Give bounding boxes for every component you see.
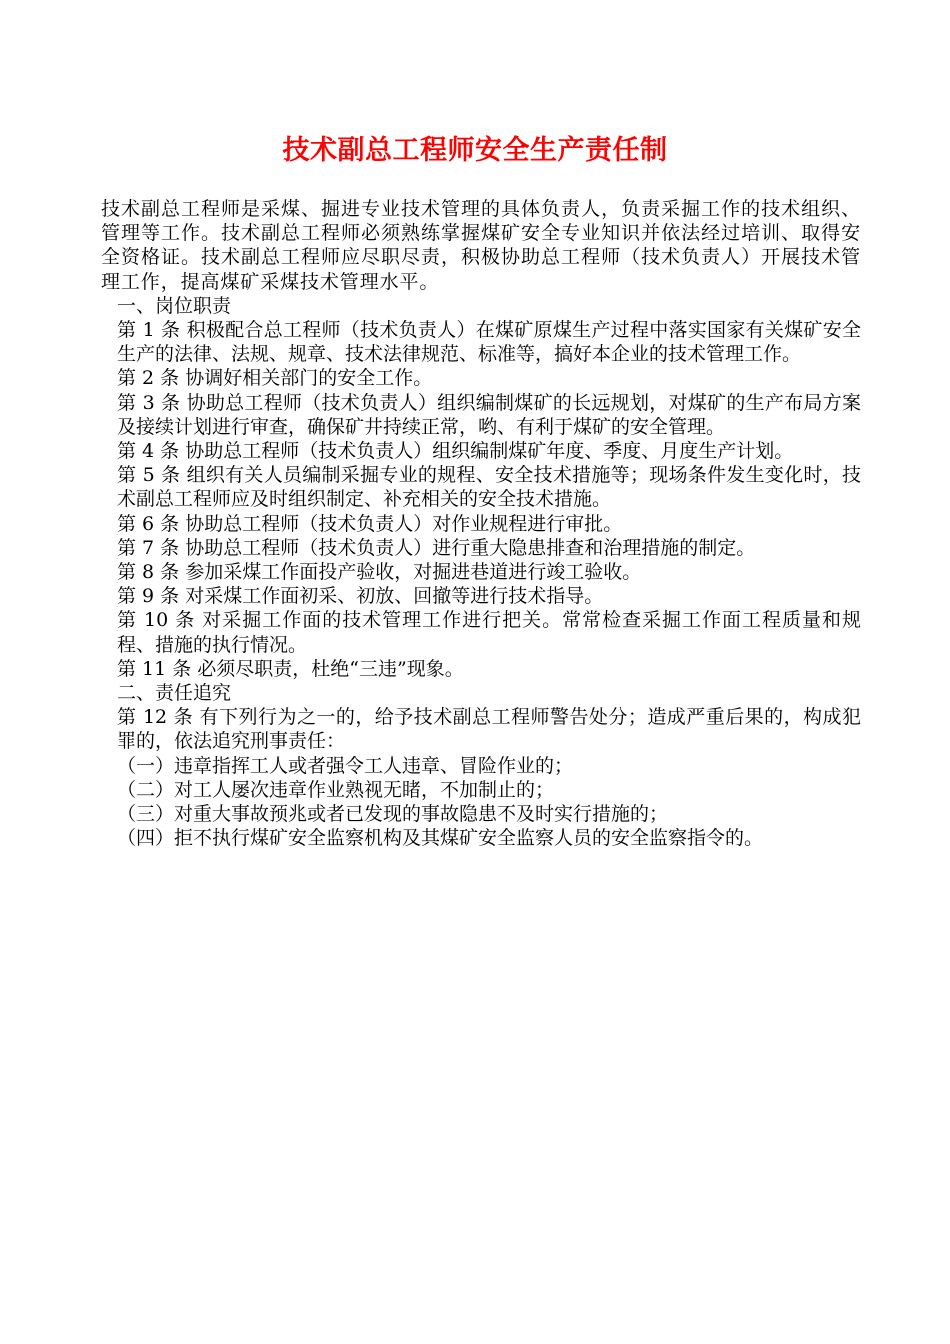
penalty-item-1: （一）违章指挥工人或者强令工人违章、冒险作业的； [117, 754, 574, 777]
penalty-item-3: （三）对重大事故预兆或者已发现的事故隐患不及时实行措施的； [117, 803, 669, 826]
article-10: 第 10 条 对采掘工作面的技术管理工作进行把关。常常检查采掘工作面工程质量和规程、措施的执行情况。 [117, 609, 861, 656]
article-9: 第 9 条 对采煤工作面初采、初放、回撤等进行技术指导。 [117, 585, 604, 608]
document-title: 技术副总工程师安全生产责任制 [282, 135, 668, 166]
article-5: 第 5 条 组织有关人员编制采掘专业的规程、安全技术措施等；现场条件发生变化时，技术副总工程师应及时组织制定、补充相关的安全技术措施。 [117, 464, 861, 511]
article-3: 第 3 条 协助总工程师（技术负责人）组织编制煤矿的长远规划，对煤矿的生产布局方案及接续计划进行审查，确保矿井持续正常，哟、有利于煤矿的安全管理。 [117, 391, 861, 438]
section-heading-accountability: 二、责任追究 [117, 682, 232, 705]
penalty-item-4: （四）拒不执行煤矿安全监察机构及其煤矿安全监察人员的安全监察指令的。 [117, 827, 764, 850]
penalty-item-2: （二）对工人屡次违章作业熟视无睹，不加制止的； [117, 778, 555, 801]
article-2: 第 2 条 协调好相关部门的安全工作。 [117, 367, 433, 390]
article-12: 第 12 条 有下列行为之一的，给予技术副总工程师警告处分；造成严重后果的，构成犯罪的，依法追究刑事责任： [117, 706, 861, 753]
intro-paragraph: 技术副总工程师是采煤、掘进专业技术管理的具体负责人，负责采掘工作的技术组织、管理等工作。技术副总工程师必须熟练掌握煤矿安全专业知识并依法经过培训、取得安全资格证。技术副总工程师应尽职尽责，积极协助总工程师（技术负责人）开展技术管理工作，提高煤矿采煤技术管理水平。 [101, 198, 861, 293]
article-6: 第 6 条 协助总工程师（技术负责人）对作业规程进行审批。 [117, 512, 623, 535]
section-heading-duties: 一、岗位职责 [117, 294, 232, 317]
article-8: 第 8 条 参加采煤工作面投产验收，对掘进巷道进行竣工验收。 [117, 561, 642, 584]
article-1: 第 1 条 积极配合总工程师（技术负责人）在煤矿原煤生产过程中落实国家有关煤矿安全生产的法律、法规、规章、技术法律规范、标准等，搞好本企业的技术管理工作。 [117, 319, 861, 366]
article-4: 第 4 条 协助总工程师（技术负责人）组织编制煤矿年度、季度、月度生产计划。 [117, 440, 794, 463]
document-body [101, 197, 861, 850]
article-7: 第 7 条 协助总工程师（技术负责人）进行重大隐患排查和治理措施的制定。 [117, 536, 756, 559]
article-11: 第 11 条 必须尽职责，杜绝“三违”现象。 [117, 657, 464, 680]
